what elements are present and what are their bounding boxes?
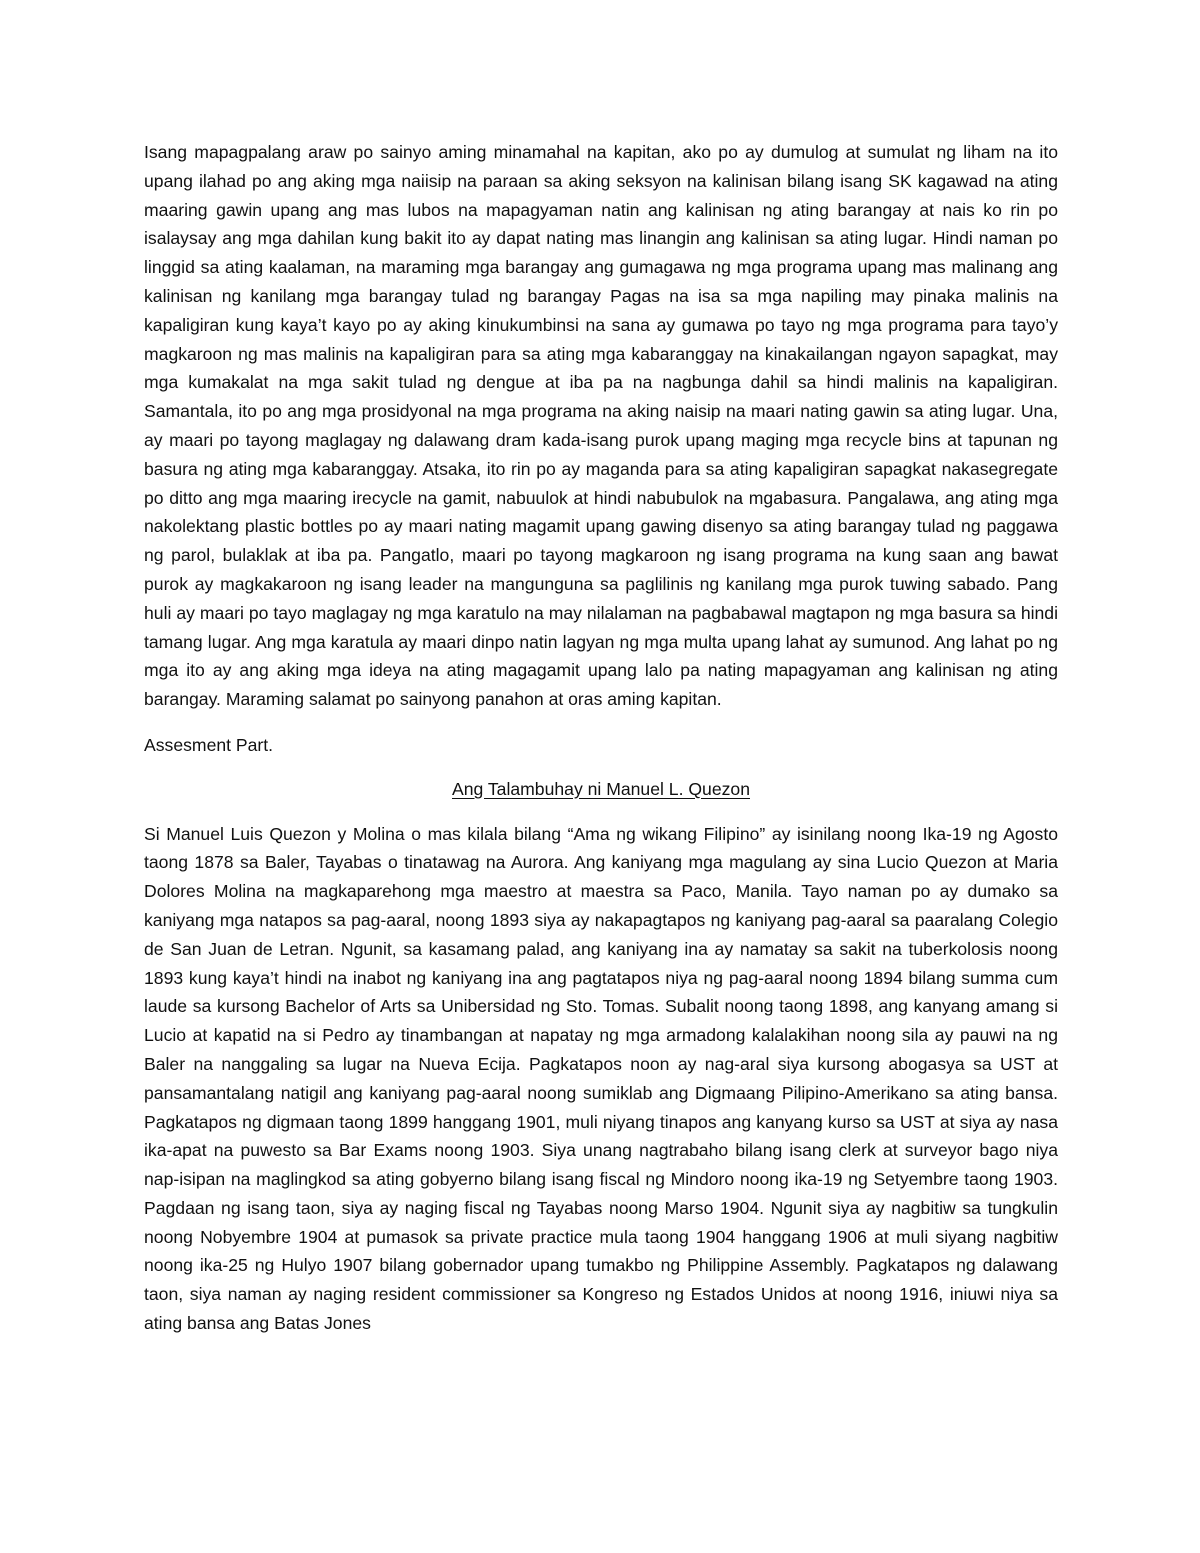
- letter-paragraph: Isang mapagpalang araw po sainyo aming minamahal na kapitan, ako po ay dumulog at sumulat ng liham na ito upang ilahad po ang aking mga naiisip na paraan sa aking seksyon na kalinisan bilang isang SK kagawad na ating maaring gawin upang ang mas lubos na mapagyaman natin ang kalinisan ng ating barangay at nais ko rin po isalaysay ang mga dahilan kung bakit ito ay dapat nating mas linangin ang kalinisan sa ating lugar. Hindi naman po linggid sa ating kaalaman, na maraming mga barangay ang gumagawa ng mga programa upang mas malinang ang kalinisan ng kanilang mga barangay tulad ng barangay Pagas na isa sa mga napiling may pinaka malinis na kapaligiran kung kaya’t kayo po ay aking kinukumbinsi na sana ay gumawa po tayo ng mga programa para tayo’y magkaroon ng mas malinis na kapaligiran para sa ating mga kabaranggay na kinakailangan ngayon sapagkat, may mga kumakalat na mga sakit tulad ng dengue at iba pa na nagbunga dahil sa hindi malinis na kapaligiran. Samantala, ito po ang mga prosidyonal na mga programa na aking naisip na maari nating gawin sa ating lugar. Una, ay maari po tayong maglagay ng dalawang dram kada-isang purok upang maging mga recycle bins at tapunan ng basura ng ating mga kabaranggay. Atsaka, ito rin po ay maganda para sa ating kapaligiran sapagkat nakasegregate po ditto ang mga maaring irecycle na gamit, nabuulok at hindi nabubulok na mgabasura. Pangalawa, ang ating mga nakolektang plastic bottles po ay maari nating magamit upang gawing disenyo sa ating barangay tulad ng paggawa ng parol, bulaklak at iba pa. Pangatlo, maari po tayong magkaroon ng isang programa na kung saan ang bawat purok ay magkakaroon ng isang leader na mangunguna sa paglilinis ng kanilang mga purok tuwing sabado. Pang huli ay maari po tayo maglagay ng mga karatulo na may nilalaman na pagbabawal magtapon ng mga basura sa hindi tamang lugar. Ang mga karatula ay maari dinpo natin lagyan ng mga multa upang lahat ay sumunod. Ang lahat po ng mga ito ay ang aking mga ideya na ating magagamit upang lalo pa nating mapagyaman ang kalinisan ng ating barangay. Maraming salamat po sainyong panahon at oras aming kapitan.: [144, 142, 1058, 710]
- document-page: [144, 138, 1058, 1338]
- biography-title: Ang Talambuhay ni Manuel L. Quezon: [452, 778, 750, 799]
- assessment-label: Assesment Part.: [144, 734, 274, 755]
- biography-paragraph: Si Manuel Luis Quezon y Molina o mas kilala bilang “Ama ng wikang Filipino” ay isinilang noong Ika-19 ng Agosto taong 1878 sa Baler, Tayabas o tinatawag na Aurora. Ang kaniyang mga magulang ay sina Lucio Quezon at Maria Dolores Molina na magkaparehong mga maestro at maestra sa Paco, Manila. Tayo naman po ay dumako sa kaniyang mga natapos sa pag-aaral, noong 1893 siya ay nakapagtapos ng kaniyang pag-aaral sa paaralang Colegio de San Juan de Letran. Ngunit, sa kasamang palad, ang kaniyang ina ay namatay sa sakit na tuberkolosis noong 1893 kung kaya’t hindi na inabot ng kaniyang ina ang pagtatapos niya ng pag-aaral noong 1894 bilang summa cum laude sa kursong Bachelor of Arts sa Unibersidad ng Sto. Tomas. Subalit noong taong 1898, ang kanyang amang si Lucio at kapatid na si Pedro ay tinambangan at napatay ng mga armadong kalalakihan noong sila ay pauwi na ng Baler na nanggaling sa lugar na Nueva Ecija. Pagkatapos noon ay nag-aral siya kursong abogasya sa UST at pansamantalang natigil ang kaniyang pag-aaral noong sumiklab ang Digmaang Pilipino-Amerikano sa ating bansa. Pagkatapos ng digmaan taong 1899 hanggang 1901, muli niyang tinapos ang kanyang kurso sa UST at siya ay nasa ika-apat na puwesto sa Bar Exams noong 1903. Siya unang nagtrabaho bilang isang clerk at surveyor bago niya nap-isipan na maglingkod sa ating gobyerno bilang isang fiscal ng Mindoro noong ika-19 ng Setyembre taong 1903. Pagdaan ng isang taon, siya ay naging fiscal ng Tayabas noong Marso 1904. Ngunit siya ay nagbitiw sa tungkulin noong Nobyembre 1904 at pumasok sa private practice mula taong 1904 hanggang 1906 at muli siyang nagbitiw noong ika-25 ng Hulyo 1907 bilang gobernador upang tumakbo ng Philippine Assembly. Pagkatapos ng dalawang taon, siya naman ay naging resident commissioner sa Kongreso ng Estados Unidos at noong 1916, iniuwi niya sa ating bansa ang Batas Jones: [144, 823, 1058, 1334]
